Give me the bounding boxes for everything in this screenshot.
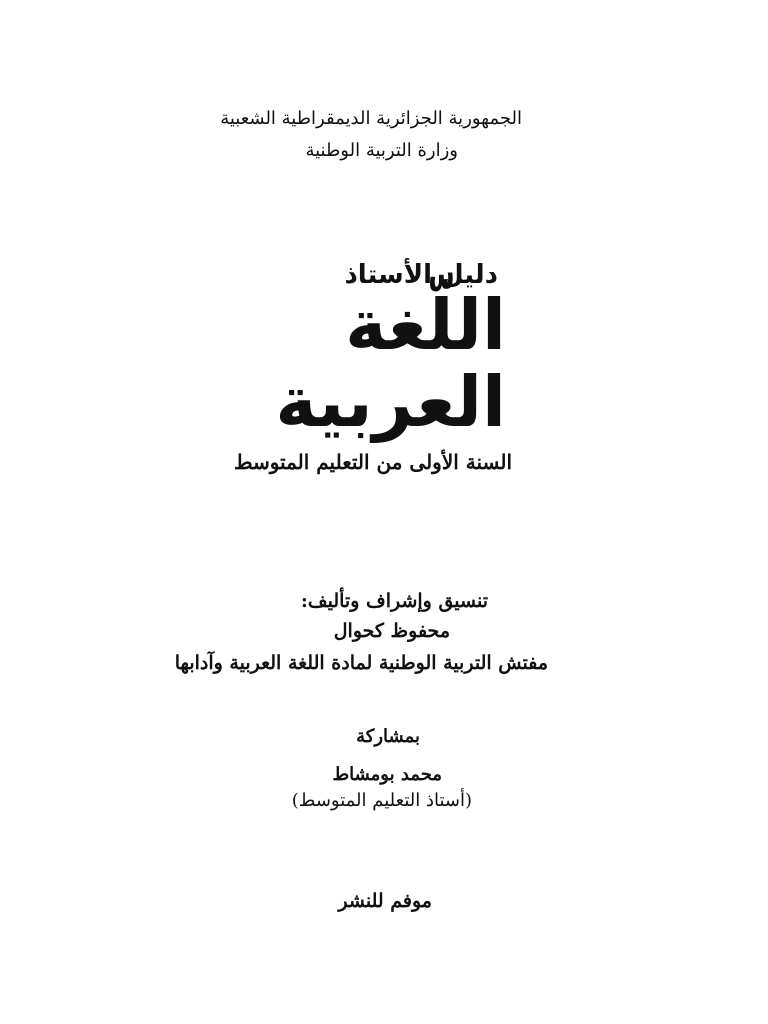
book-title-line-2: العربية: [275, 361, 506, 443]
book-title-line-1: اللّغة: [345, 284, 506, 366]
publisher-name: موفم للنشر: [338, 890, 432, 912]
republic-heading: الجمهورية الجزائرية الديمقراطية الشعبية: [220, 108, 522, 129]
guide-label: دليل الأستاذ: [344, 260, 498, 290]
participation-label: بمشاركة: [356, 726, 420, 747]
ministry-heading: وزارة التربية الوطنية: [305, 140, 458, 161]
credits-heading: تنسيق وإشراف وتأليف:: [300, 590, 488, 612]
author-name: محفوظ كحوال: [333, 620, 450, 642]
co-author-role: (أستاذ التعليم المتوسط): [291, 790, 472, 811]
school-level: السنة الأولى من التعليم المتوسط: [233, 450, 512, 474]
co-author-name: محمد بومشاط: [332, 764, 442, 785]
author-role: مفتش التربية الوطنية لمادة اللغة العربية وآدابها: [174, 652, 548, 674]
